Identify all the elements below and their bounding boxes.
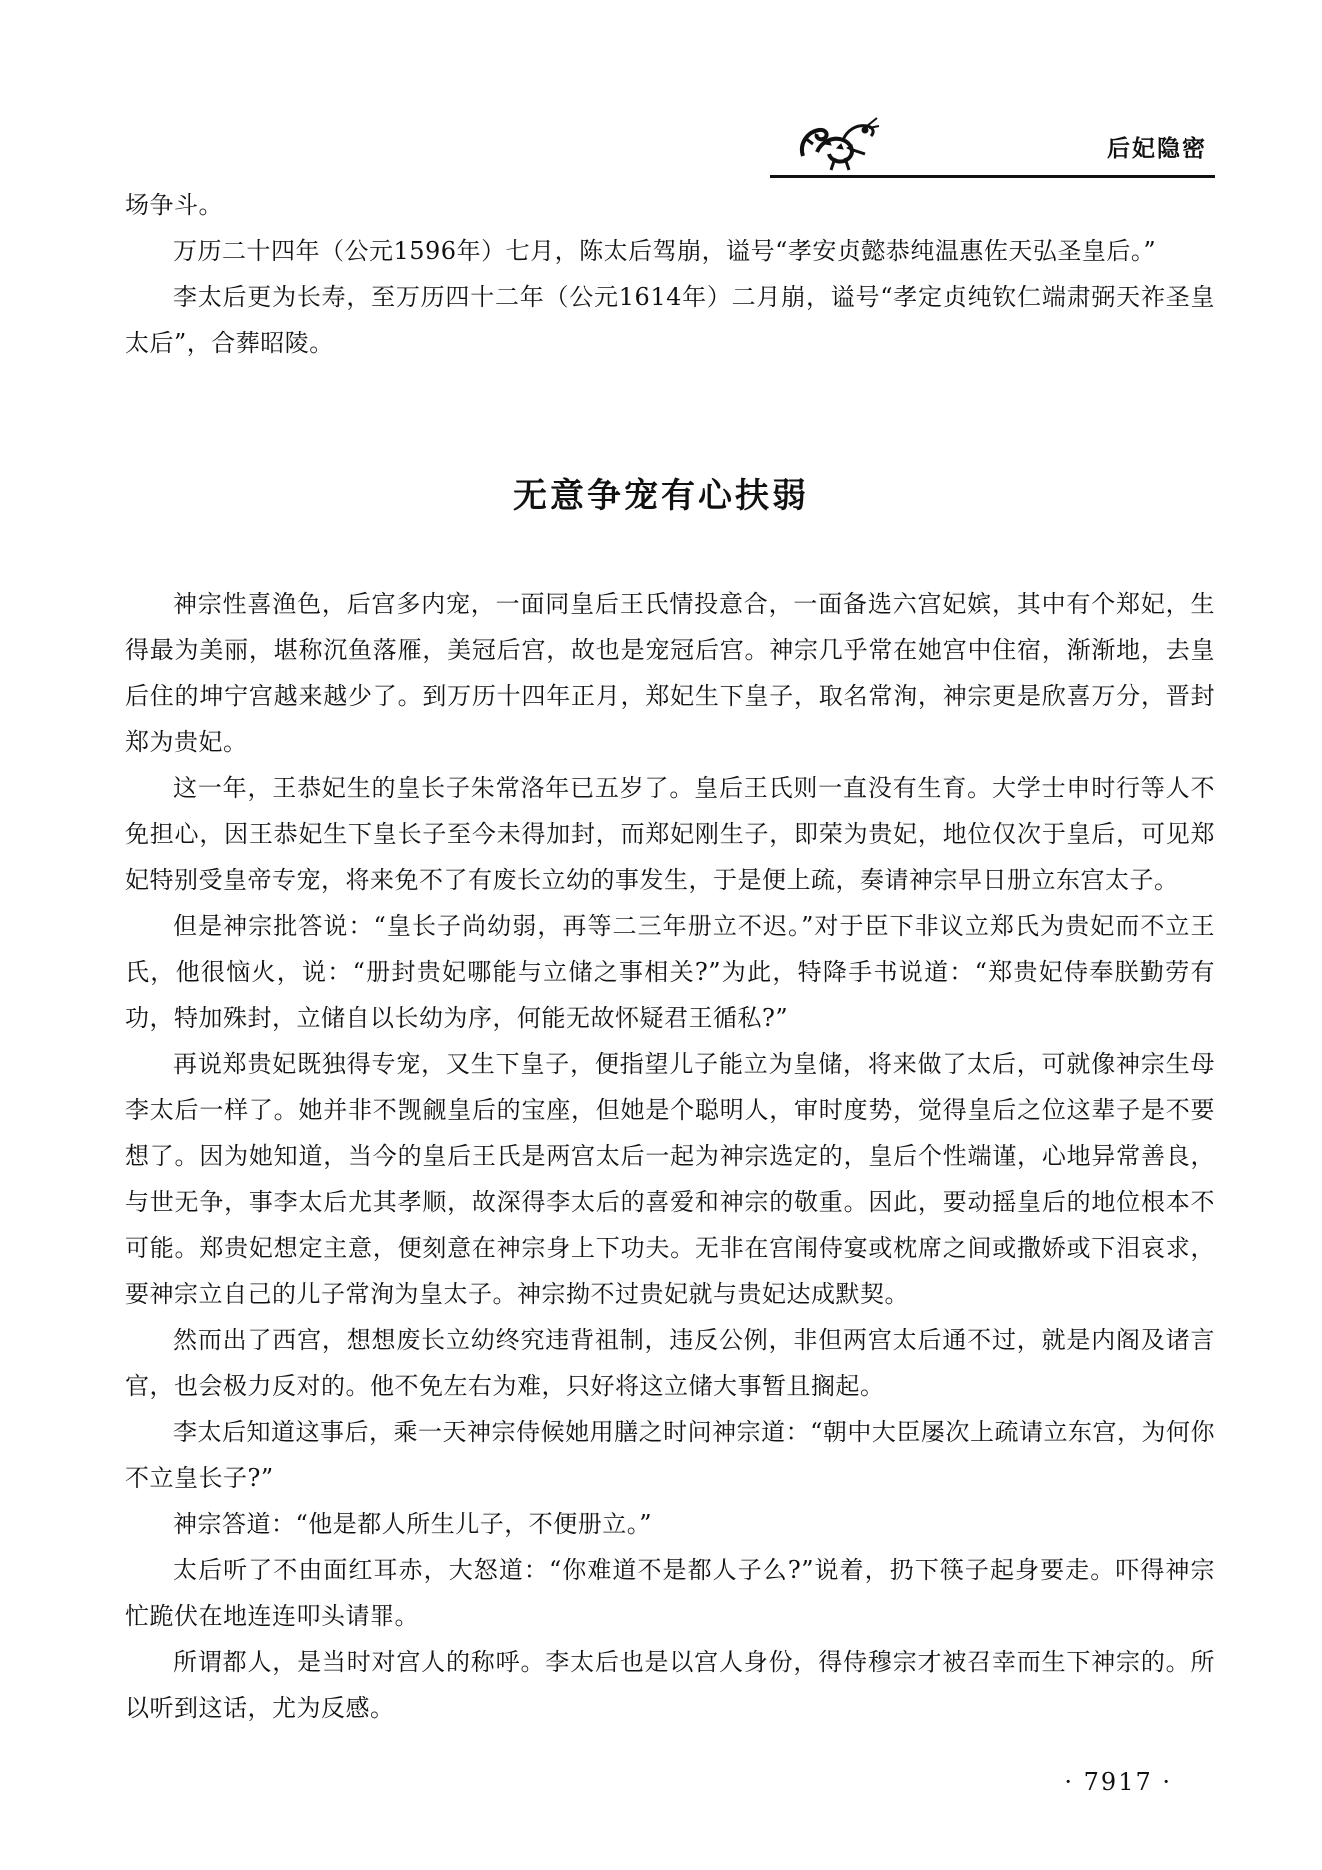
paragraph: 神宗答道：“他是都人所生儿子，不便册立。” xyxy=(173,1510,653,1538)
paragraph: 神宗性喜渔色，后宫多内宠，一面同皇后王氏情投意合，一面备选六宫妃嫔，其中有个郑妃，生得最为美丽，堪称沉鱼落雁，美冠后宫，故也是宠冠后宫。神宗几乎常在她宫中住宿，渐渐地，去皇后住的坤宁宫越来越少了。到万历十四年正月，郑妃生下皇子，取名常洵，神宗更是欣喜万分，晋封郑为贵妃。 xyxy=(125,590,1215,756)
paragraph: 李太后更为长寿，至万历四十二年（公元1614年）二月崩，谥号“孝定贞纯钦仁端肃弼天祚圣皇太后”，合葬昭陵。 xyxy=(125,283,1215,357)
section-text-block xyxy=(125,581,1215,1731)
paragraph: 然而出了西宫，想想废长立幼终究违背祖制，违反公例，非但两宫太后通不过，就是内阁及诸言官，也会极力反对的。他不免左右为难，只好将这立储大事暂且搁起。 xyxy=(125,1326,1215,1400)
page-number: · 7917 · xyxy=(1064,1768,1172,1796)
header-rule xyxy=(770,175,1215,178)
paragraph: 这一年，王恭妃生的皇长子朱常洛年已五岁了。皇后王氏则一直没有生育。大学士申时行等人不免担心，因王恭妃生下皇长子至今未得加封，而郑妃刚生子，即荣为贵妃，地位仅次于皇后，可见郑妃特别受皇帝专宠，将来免不了有废长立幼的事发生，于是便上疏，奏请神宗早日册立东宫太子。 xyxy=(125,774,1215,894)
paragraph: 场争斗。 xyxy=(125,191,223,219)
paragraph: 但是神宗批答说：“皇长子尚幼弱，再等二三年册立不迟。”对于臣下非议立郑氏为贵妃而不立王氏，他很恼火，说：“册封贵妃哪能与立储之事相关?”为此，特降手书说道：“郑贵妃侍奉朕勤劳有功，特加殊封，立储自以长幼为序，何能无故怀疑君王循私?” xyxy=(125,912,1215,1032)
dragon-icon xyxy=(795,114,880,174)
paragraph: 再说郑贵妃既独得专宠，又生下皇子，便指望儿子能立为皇储，将来做了太后，可就像神宗生母李太后一样了。她并非不觊觎皇后的宝座，但她是个聪明人，审时度势，觉得皇后之位这辈子是不要想了。因为她知道，当今的皇后王氏是两宫太后一起为神宗选定的，皇后个性端谨，心地异常善良，与世无争，事李太后尤其孝顺，故深得李太后的喜爱和神宗的敬重。因此，要动摇皇后的地位根本不可能。郑贵妃想定主意，便刻意在神宗身上下功夫。无非在宫闱侍宴或枕席之间或撒娇或下泪哀求，要神宗立自己的儿子常洵为皇太子。神宗拗不过贵妃就与贵妃达成默契。 xyxy=(125,1050,1215,1308)
paragraph: 万历二十四年（公元1596年）七月，陈太后驾崩，谥号“孝安贞懿恭纯温惠佐天弘圣皇后。” xyxy=(173,237,1157,265)
top-text-block xyxy=(125,182,1215,366)
section-title: 无意争宠有心扶弱 xyxy=(513,476,809,516)
header-title: 后妃隐密 xyxy=(1107,136,1207,162)
running-header xyxy=(770,112,1215,182)
paragraph: 李太后知道这事后，乘一天神宗侍候她用膳之时问神宗道：“朝中大臣屡次上疏请立东宫，为何你不立皇长子?” xyxy=(125,1418,1215,1492)
paragraph: 太后听了不由面红耳赤，大怒道：“你难道不是都人子么?”说着，扔下筷子起身要走。吓得神宗忙跪伏在地连连叩头请罪。 xyxy=(125,1556,1215,1630)
paragraph: 所谓都人，是当时对宫人的称呼。李太后也是以宫人身份，得侍穆宗才被召幸而生下神宗的。所以听到这话，尤为反感。 xyxy=(125,1648,1215,1722)
